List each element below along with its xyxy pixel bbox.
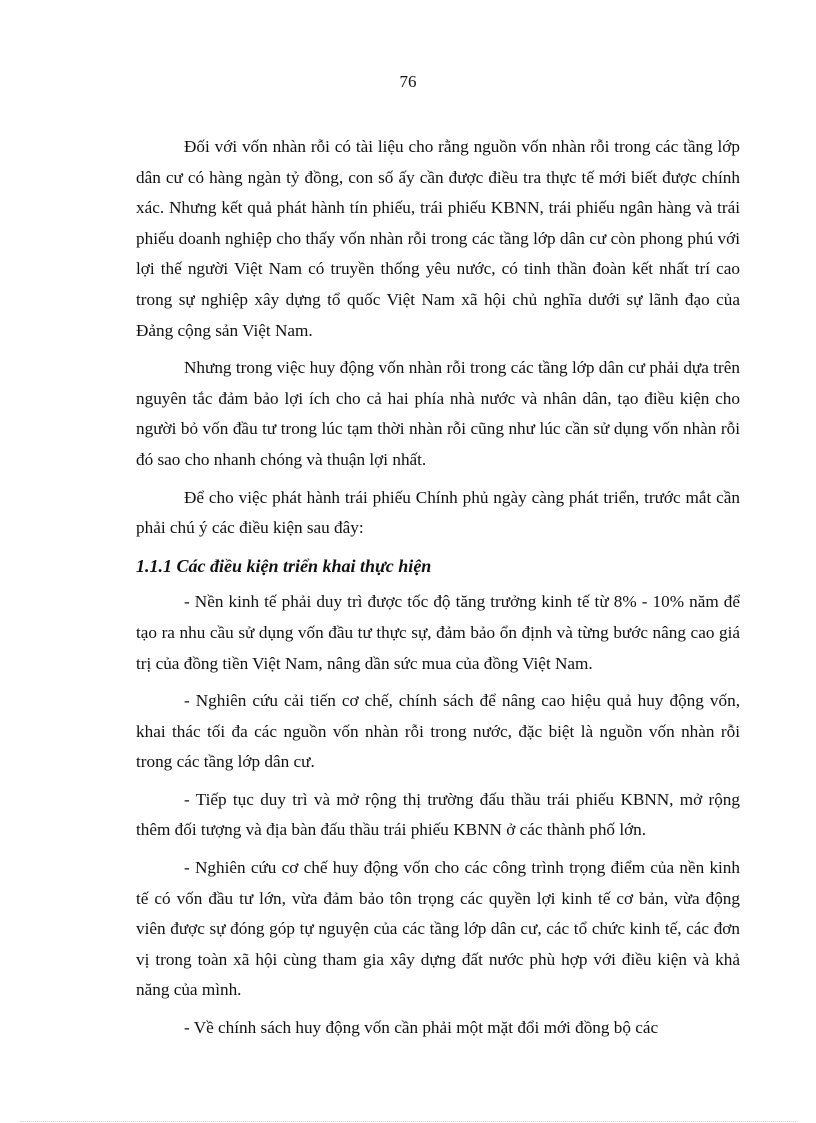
bullet-mobilization-policy: - Về chính sách huy động vốn cần phải một mặt đổi mới đồng bộ các: [184, 1018, 659, 1038]
paragraph-bond-conditions-intro: Để cho việc phát hành trái phiếu Chính phủ ngày càng phát triển, trước mắt cần phải chú ý các điều kiện sau đây:: [136, 487, 740, 538]
paragraph-mobilization-principle: Nhưng trong việc huy động vốn nhàn rỗi trong các tầng lớp dân cư phải dựa trên nguyên tắc đảm bảo lợi ích cho cả hai phía nhà nước và nhân dân, tạo điều kiện cho người bỏ vốn đầu tư trong lúc tạm thời nhàn rỗi cũng như lúc cần sử dụng vốn nhàn rỗi đó sao cho nhanh chóng và thuận lợi nhất.: [136, 358, 740, 469]
bullet-policy-reform: - Nghiên cứu cải tiến cơ chế, chính sách để nâng cao hiệu quả huy động vốn, khai thác tối đa các nguồn vốn nhàn rỗi trong nước, đặc biệt là nguồn vốn nhàn rỗi trong các tầng lớp dân cư.: [136, 691, 740, 772]
section-heading: 1.1.1 Các điều kiện triển khai thực hiện: [136, 555, 432, 576]
page-bottom-divider: [20, 1121, 796, 1122]
paragraph-idle-capital: Đối với vốn nhàn rỗi có tài liệu cho rằng nguồn vốn nhàn rỗi trong các tầng lớp dân cư có hàng ngàn tỷ đồng, con số ấy cần được điều tra thực tế mới biết được chính xác. Nhưng kết quả phát hành tín phiếu, trái phiếu KBNN, trái phiếu ngân hàng và trái phiếu doanh nghiệp cho thấy vốn nhàn rỗi trong các tầng lớp dân cư còn phong phú với lợi thế người Việt Nam có truyền thống yêu nước, có tinh thần đoàn kết nhất trí cao trong sự nghiệp xây dựng tổ quốc Việt Nam xã hội chủ nghĩa dưới sự lãnh đạo của Đảng cộng sản Việt Nam.: [136, 137, 740, 340]
document-body: [136, 132, 740, 1051]
bullet-bond-auction-market: - Tiếp tục duy trì và mở rộng thị trường đấu thầu trái phiếu KBNN, mở rộng thêm đối tượng và địa bàn đấu thầu trái phiếu KBNN ở các thành phố lớn.: [136, 789, 740, 840]
page-number: 76: [399, 72, 417, 91]
bullet-key-projects: - Nghiên cứu cơ chế huy động vốn cho các công trình trọng điểm của nền kinh tế có vốn đầu tư lớn, vừa đảm bảo tôn trọng các quyền lợi kinh tế cơ bản, vừa động viên được sự đóng góp tự nguyện của các tầng lớp dân cư, các tổ chức kinh tế, các đơn vị trong toàn xã hội cùng tham gia xây dựng đất nước phù hợp với điều kiện và khả năng của mình.: [136, 858, 740, 1000]
bullet-economic-growth: - Nền kinh tế phải duy trì được tốc độ tăng trưởng kinh tế từ 8% - 10% năm để tạo ra nhu cầu sử dụng vốn đầu tư thực sự, đảm bảo ổn định và từng bước nâng cao giá trị của đồng tiền Việt Nam, nâng dần sức mua của đồng Việt Nam.: [136, 592, 740, 673]
